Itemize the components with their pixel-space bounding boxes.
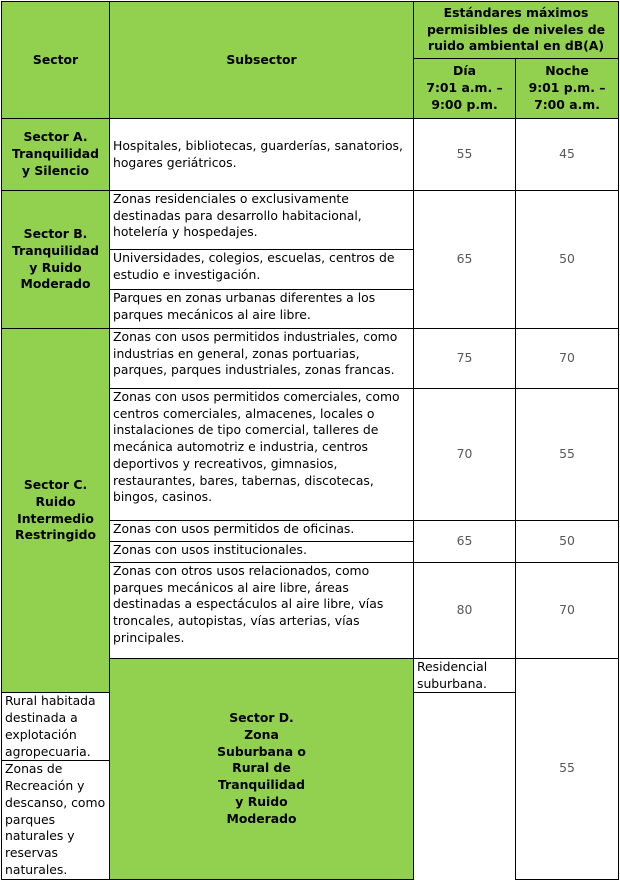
noise-standards-table (1, 1, 619, 880)
subsector-c-4: Zonas con usos institucionales. (110, 542, 414, 563)
subsector-c-1: Zonas con usos permitidos industriales, como industrias en general, zonas portuarias, parques, parques industriales, zonas francas. (110, 329, 414, 389)
subsector-c-2: Zonas con usos permitidos comerciales, como centros comerciales, almacenes, locales o instalaciones de tipo comercial, talleres de mecánica automotriz e industria, centros deportivos y recreativos, gimnasios, restaurantes, bares, tabernas, discotecas, bingos, casinos. (110, 389, 414, 521)
subsector-b-2: Universidades, colegios, escuelas, centros de estudio e investigación. (110, 250, 414, 290)
subsector-c-5: Zonas con otros usos relacionados, como parques mecánicos al aire libre, áreas destinadas a espectáculos al aire libre, vías troncales, autopistas, vías arterias, vías principales. (110, 563, 414, 659)
subsector-b-3: Parques en zonas urbanas diferentes a los parques mecánicos al aire libre. (110, 290, 414, 329)
sector-b-night-value: 50 (516, 191, 619, 329)
subsector-c-3: Zonas con usos permitidos de oficinas. (110, 521, 414, 542)
subsector-d-3: Zonas de Recreación y descanso, como parques naturales y reservas naturales. (2, 761, 110, 879)
subsector-b-1: Zonas residenciales o exclusivamente destinadas para desarrollo habitacional, hotelería y hospedajes. (110, 191, 414, 250)
sector-b-name: Sector B. Tranquilidad y Ruido Moderado (2, 191, 110, 329)
sector-c-day-value-1: 75 (414, 329, 516, 389)
sector-c-night-value-2: 55 (516, 389, 619, 521)
sector-b-day-value: 65 (414, 191, 516, 329)
sector-a-night-value: 45 (516, 119, 619, 191)
subsector-a-1: Hospitales, bibliotecas, guarderías, sanatorios, hogares geriátricos. (110, 119, 414, 191)
sector-c-night-value-3: 50 (516, 521, 619, 563)
sector-d-name: Sector D. Zona Suburbana o Rural de Tranquilidad y Ruido Moderado (110, 659, 414, 880)
header-subsector: Subsector (110, 2, 414, 119)
sector-d-day-value: 55 (516, 659, 619, 880)
sector-c-name: Sector C. Ruido Intermedio Restringido (2, 329, 110, 693)
header-standards: Estándares máximos permisibles de niveles de ruido ambiental en dB(A) (414, 2, 619, 59)
header-sector: Sector (2, 2, 110, 119)
sector-a-name: Sector A. Tranquilidad y Silencio (2, 119, 110, 191)
subsector-d-2: Rural habitada destinada a explotación agropecuaria. (2, 693, 110, 761)
sector-c-night-value-4: 70 (516, 563, 619, 659)
header-night: Noche 9:01 p.m. – 7:00 a.m. (516, 59, 619, 119)
subsector-d-1: Residencial suburbana. (414, 659, 516, 693)
sector-c-day-value-3: 65 (414, 521, 516, 563)
header-day: Día 7:01 a.m. – 9:00 p.m. (414, 59, 516, 119)
sector-c-day-value-4: 80 (414, 563, 516, 659)
sector-c-day-value-2: 70 (414, 389, 516, 521)
sector-a-day-value: 55 (414, 119, 516, 191)
sector-c-night-value-1: 70 (516, 329, 619, 389)
